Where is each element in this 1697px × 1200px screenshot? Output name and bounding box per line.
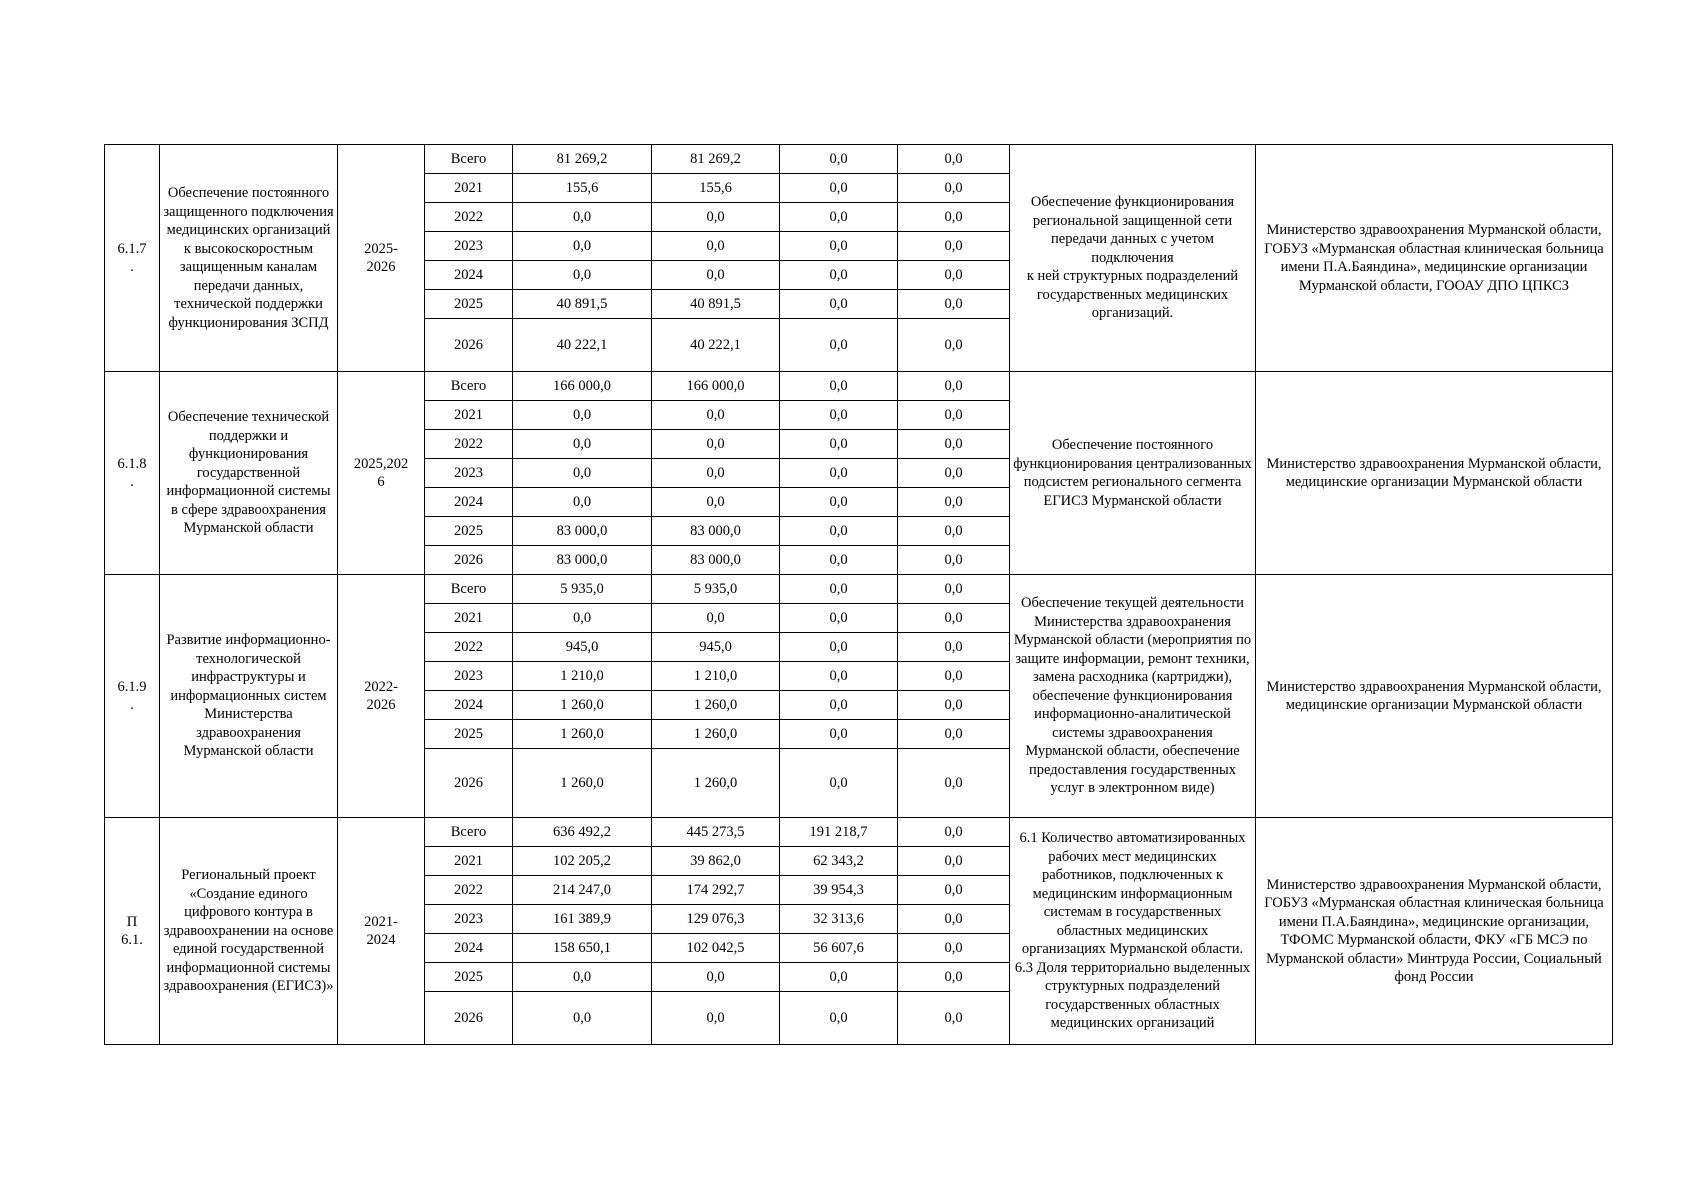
responsible-executors: Министерство здравоохранения Мурманской области, ГОБУЗ «Мурманская областная клиническая больница имени П.А.Баяндина», медицинские организации Мурманской области, ГООАУ ДПО ЦПКСЗ — [1256, 145, 1613, 372]
funding-source-3-cell: 0,0 — [898, 992, 1010, 1045]
funding-source-3-cell: 0,0 — [898, 261, 1010, 290]
year-cell: 2024 — [425, 488, 513, 517]
total-amount-cell: 83 000,0 — [513, 517, 652, 546]
year-cell: 2026 — [425, 992, 513, 1045]
funding-source-3-cell: 0,0 — [898, 319, 1010, 372]
funding-source-3-cell: 0,0 — [898, 633, 1010, 662]
funding-source-3-cell: 0,0 — [898, 145, 1010, 174]
total-amount-cell: 0,0 — [513, 203, 652, 232]
funding-source-2-cell: 0,0 — [780, 633, 898, 662]
table-row — [105, 575, 1613, 604]
total-amount-cell: 40 891,5 — [513, 290, 652, 319]
total-amount-cell: 158 650,1 — [513, 934, 652, 963]
funding-source-2-cell: 0,0 — [780, 232, 898, 261]
year-cell: 2026 — [425, 319, 513, 372]
funding-source-2-cell: 0,0 — [780, 604, 898, 633]
funding-source-2-cell: 191 218,7 — [780, 818, 898, 847]
table-row — [105, 818, 1613, 847]
activity-name: Региональный проект «Создание единого цифрового контура в здравоохранении на основе единой государственной информационной системы здравоохранения (ЕГИСЗ)» — [160, 818, 338, 1045]
funding-source-1-cell: 40 222,1 — [652, 319, 780, 372]
funding-source-2-cell: 0,0 — [780, 145, 898, 174]
funding-source-1-cell: 1 260,0 — [652, 749, 780, 818]
total-amount-cell: 161 389,9 — [513, 905, 652, 934]
year-cell: 2023 — [425, 662, 513, 691]
year-cell: 2025 — [425, 963, 513, 992]
expected-result: 6.1 Количество автоматизированных рабочих мест медицинских работников, подключенных к медицинским информационным системам в государственных областных медицинских организациях Мурманской области. 6.3 Доля территориально выделенных структурных подразделений государственных областных медицинских организаций — [1010, 818, 1256, 1045]
funding-source-3-cell: 0,0 — [898, 749, 1010, 818]
funding-source-1-cell: 1 260,0 — [652, 720, 780, 749]
total-amount-cell: 0,0 — [513, 488, 652, 517]
year-cell: 2022 — [425, 633, 513, 662]
funding-source-3-cell: 0,0 — [898, 847, 1010, 876]
total-amount-cell: 0,0 — [513, 401, 652, 430]
total-amount-cell: 81 269,2 — [513, 145, 652, 174]
funding-source-1-cell: 0,0 — [652, 488, 780, 517]
total-amount-cell: 945,0 — [513, 633, 652, 662]
responsible-executors: Министерство здравоохранения Мурманской области, ГОБУЗ «Мурманская областная клиническая больница имени П.А.Баяндина», медицинские организации, ТФОМС Мурманской области, ФКУ «ГБ МСЭ по Мурманской области» Минтруда России, Социальный фонд России — [1256, 818, 1613, 1045]
table-body — [105, 145, 1613, 1045]
funding-source-3-cell: 0,0 — [898, 876, 1010, 905]
year-cell: Всего — [425, 818, 513, 847]
expected-result: Обеспечение функционирования региональной защищенной сети передачи данных с учетом подключения к ней структурных подразделений государственных медицинских организаций. — [1010, 145, 1256, 372]
total-amount-cell: 214 247,0 — [513, 876, 652, 905]
total-amount-cell: 636 492,2 — [513, 818, 652, 847]
total-amount-cell: 0,0 — [513, 604, 652, 633]
activity-name: Развитие информационно-технологической инфраструктуры и информационных систем Министерства здравоохранения Мурманской области — [160, 575, 338, 818]
funding-source-2-cell: 0,0 — [780, 459, 898, 488]
funding-source-1-cell: 0,0 — [652, 261, 780, 290]
funding-source-1-cell: 1 260,0 — [652, 691, 780, 720]
funding-source-2-cell: 0,0 — [780, 963, 898, 992]
year-cell: 2025 — [425, 290, 513, 319]
year-cell: 2024 — [425, 691, 513, 720]
total-amount-cell: 0,0 — [513, 430, 652, 459]
year-cell: Всего — [425, 145, 513, 174]
funding-source-3-cell: 0,0 — [898, 174, 1010, 203]
funding-source-1-cell: 39 862,0 — [652, 847, 780, 876]
funding-source-1-cell: 0,0 — [652, 963, 780, 992]
funding-source-1-cell: 40 891,5 — [652, 290, 780, 319]
funding-source-1-cell: 81 269,2 — [652, 145, 780, 174]
funding-source-1-cell: 166 000,0 — [652, 372, 780, 401]
total-amount-cell: 0,0 — [513, 992, 652, 1045]
year-cell: 2024 — [425, 934, 513, 963]
funding-source-3-cell: 0,0 — [898, 232, 1010, 261]
funding-source-1-cell: 83 000,0 — [652, 546, 780, 575]
funding-source-2-cell: 0,0 — [780, 174, 898, 203]
program-activities-table — [104, 144, 1613, 1045]
funding-source-2-cell: 39 954,3 — [780, 876, 898, 905]
table-row — [105, 145, 1613, 174]
year-cell: 2022 — [425, 430, 513, 459]
activity-name: Обеспечение технической поддержки и функционирования государственной информационной системы в сфере здравоохранения Мурманской области — [160, 372, 338, 575]
funding-source-1-cell: 0,0 — [652, 604, 780, 633]
funding-source-2-cell: 0,0 — [780, 430, 898, 459]
funding-source-2-cell: 0,0 — [780, 203, 898, 232]
year-cell: Всего — [425, 372, 513, 401]
funding-source-3-cell: 0,0 — [898, 604, 1010, 633]
funding-source-1-cell: 129 076,3 — [652, 905, 780, 934]
responsible-executors: Министерство здравоохранения Мурманской области, медицинские организации Мурманской области — [1256, 575, 1613, 818]
year-cell: 2022 — [425, 876, 513, 905]
funding-source-1-cell: 0,0 — [652, 430, 780, 459]
funding-source-1-cell: 0,0 — [652, 232, 780, 261]
funding-source-2-cell: 0,0 — [780, 290, 898, 319]
year-cell: 2025 — [425, 720, 513, 749]
funding-source-3-cell: 0,0 — [898, 372, 1010, 401]
funding-source-2-cell: 0,0 — [780, 401, 898, 430]
total-amount-cell: 5 935,0 — [513, 575, 652, 604]
funding-source-3-cell: 0,0 — [898, 720, 1010, 749]
year-cell: Всего — [425, 575, 513, 604]
funding-source-3-cell: 0,0 — [898, 963, 1010, 992]
year-cell: 2024 — [425, 261, 513, 290]
funding-source-2-cell: 0,0 — [780, 992, 898, 1045]
funding-source-3-cell: 0,0 — [898, 459, 1010, 488]
funding-source-3-cell: 0,0 — [898, 905, 1010, 934]
funding-source-2-cell: 0,0 — [780, 749, 898, 818]
funding-source-1-cell: 0,0 — [652, 203, 780, 232]
total-amount-cell: 1 210,0 — [513, 662, 652, 691]
total-amount-cell: 1 260,0 — [513, 691, 652, 720]
funding-source-2-cell: 0,0 — [780, 261, 898, 290]
activity-number: 6.1.9 . — [105, 575, 160, 818]
activity-number: 6.1.8 . — [105, 372, 160, 575]
funding-source-2-cell: 56 607,6 — [780, 934, 898, 963]
year-cell: 2026 — [425, 749, 513, 818]
funding-source-2-cell: 0,0 — [780, 372, 898, 401]
activity-period: 2025- 2026 — [338, 145, 425, 372]
funding-source-3-cell: 0,0 — [898, 203, 1010, 232]
funding-source-2-cell: 62 343,2 — [780, 847, 898, 876]
activity-name: Обеспечение постоянного защищенного подключения медицинских организаций к высокоскоростным защищенным каналам передачи данных, технической поддержки функционирования ЗСПД — [160, 145, 338, 372]
funding-source-3-cell: 0,0 — [898, 290, 1010, 319]
responsible-executors: Министерство здравоохранения Мурманской области, медицинские организации Мурманской области — [1256, 372, 1613, 575]
funding-source-2-cell: 0,0 — [780, 319, 898, 372]
expected-result: Обеспечение постоянного функционирования централизованных подсистем регионального сегмента ЕГИСЗ Мурманской области — [1010, 372, 1256, 575]
funding-source-1-cell: 945,0 — [652, 633, 780, 662]
funding-source-3-cell: 0,0 — [898, 488, 1010, 517]
year-cell: 2026 — [425, 546, 513, 575]
funding-source-1-cell: 0,0 — [652, 992, 780, 1045]
total-amount-cell: 0,0 — [513, 963, 652, 992]
total-amount-cell: 83 000,0 — [513, 546, 652, 575]
activity-number: П 6.1. — [105, 818, 160, 1045]
funding-source-2-cell: 0,0 — [780, 575, 898, 604]
activity-period: 2021- 2024 — [338, 818, 425, 1045]
funding-source-3-cell: 0,0 — [898, 662, 1010, 691]
funding-source-3-cell: 0,0 — [898, 546, 1010, 575]
funding-source-3-cell: 0,0 — [898, 517, 1010, 546]
funding-source-2-cell: 0,0 — [780, 662, 898, 691]
funding-source-1-cell: 0,0 — [652, 459, 780, 488]
funding-source-3-cell: 0,0 — [898, 430, 1010, 459]
funding-source-3-cell: 0,0 — [898, 818, 1010, 847]
funding-source-3-cell: 0,0 — [898, 691, 1010, 720]
funding-source-1-cell: 102 042,5 — [652, 934, 780, 963]
year-cell: 2023 — [425, 905, 513, 934]
expected-result: Обеспечение текущей деятельности Министерства здравоохранения Мурманской области (мероприятия по защите информации, ремонт техники, замена расходника (картриджи), обеспечение функционирования информационно-аналитической системы здравоохранения Мурманской области, обеспечение предоставления государственных услуг в электронном виде) — [1010, 575, 1256, 818]
funding-source-2-cell: 0,0 — [780, 546, 898, 575]
funding-source-1-cell: 174 292,7 — [652, 876, 780, 905]
total-amount-cell: 166 000,0 — [513, 372, 652, 401]
total-amount-cell: 0,0 — [513, 459, 652, 488]
funding-source-1-cell: 1 210,0 — [652, 662, 780, 691]
funding-source-1-cell: 83 000,0 — [652, 517, 780, 546]
funding-source-2-cell: 32 313,6 — [780, 905, 898, 934]
total-amount-cell: 1 260,0 — [513, 749, 652, 818]
funding-source-2-cell: 0,0 — [780, 517, 898, 546]
funding-source-1-cell: 155,6 — [652, 174, 780, 203]
total-amount-cell: 40 222,1 — [513, 319, 652, 372]
activity-number: 6.1.7 . — [105, 145, 160, 372]
total-amount-cell: 102 205,2 — [513, 847, 652, 876]
year-cell: 2021 — [425, 401, 513, 430]
total-amount-cell: 0,0 — [513, 261, 652, 290]
year-cell: 2022 — [425, 203, 513, 232]
funding-source-2-cell: 0,0 — [780, 691, 898, 720]
total-amount-cell: 1 260,0 — [513, 720, 652, 749]
funding-source-2-cell: 0,0 — [780, 720, 898, 749]
funding-source-2-cell: 0,0 — [780, 488, 898, 517]
funding-source-3-cell: 0,0 — [898, 934, 1010, 963]
funding-source-3-cell: 0,0 — [898, 575, 1010, 604]
year-cell: 2023 — [425, 459, 513, 488]
year-cell: 2021 — [425, 847, 513, 876]
activity-period: 2022- 2026 — [338, 575, 425, 818]
year-cell: 2021 — [425, 604, 513, 633]
year-cell: 2025 — [425, 517, 513, 546]
total-amount-cell: 0,0 — [513, 232, 652, 261]
activity-period: 2025,202 6 — [338, 372, 425, 575]
year-cell: 2023 — [425, 232, 513, 261]
funding-source-1-cell: 0,0 — [652, 401, 780, 430]
year-cell: 2021 — [425, 174, 513, 203]
table-row — [105, 372, 1613, 401]
total-amount-cell: 155,6 — [513, 174, 652, 203]
funding-source-1-cell: 445 273,5 — [652, 818, 780, 847]
funding-source-1-cell: 5 935,0 — [652, 575, 780, 604]
funding-source-3-cell: 0,0 — [898, 401, 1010, 430]
